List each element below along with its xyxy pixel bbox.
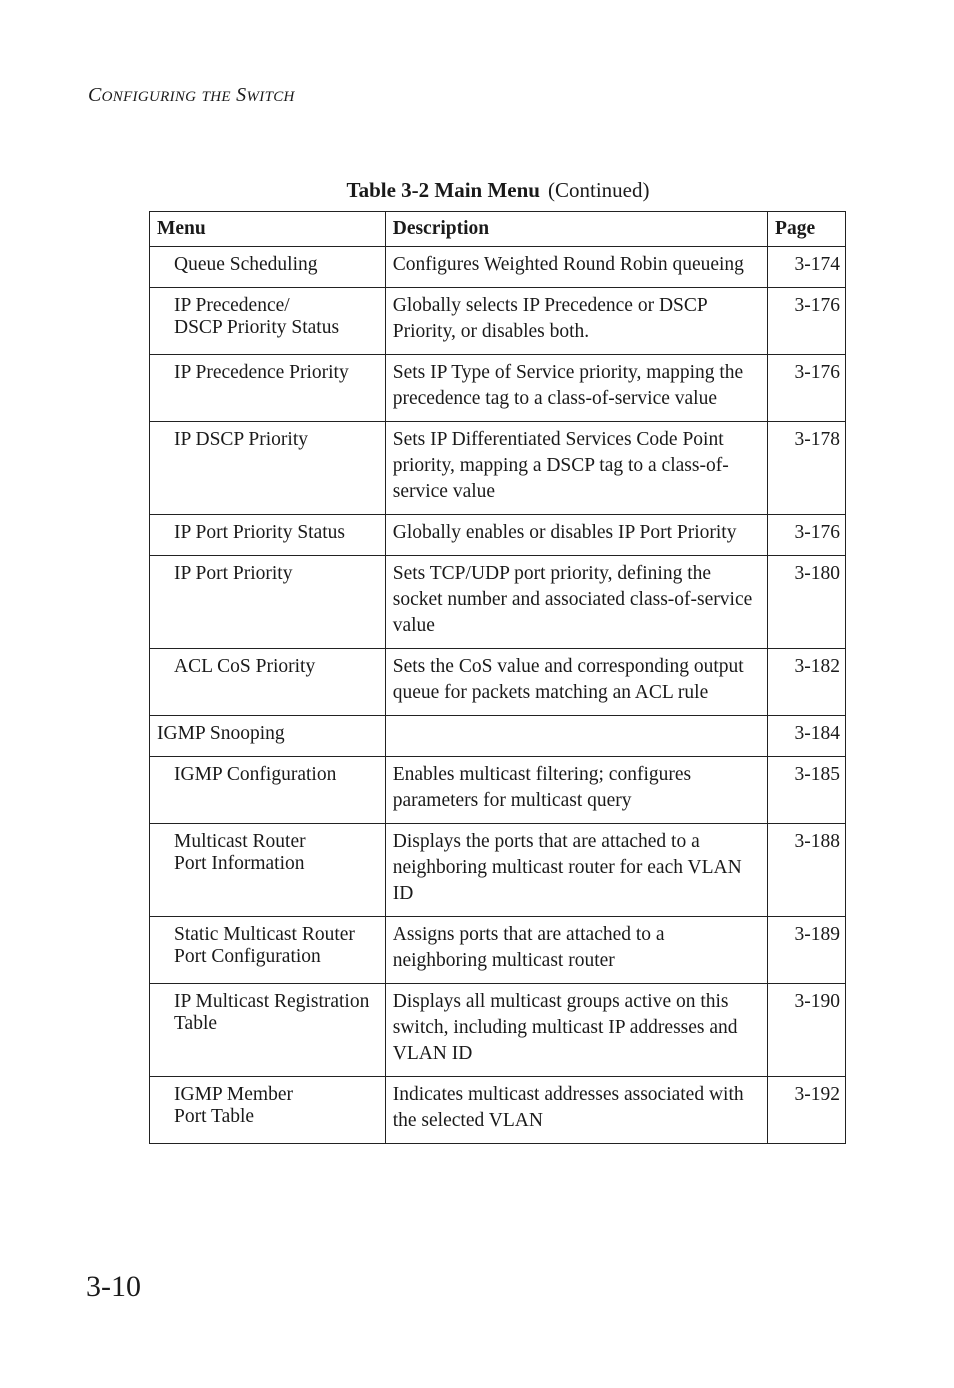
main-menu-table — [149, 211, 846, 1144]
page-cell: 3-188 — [768, 824, 846, 917]
menu-cell — [150, 288, 386, 355]
running-head-onfiguring: ONFIGURING — [101, 89, 197, 105]
header-menu: Menu — [150, 212, 386, 247]
menu-item-line: IP Precedence/ — [174, 295, 290, 316]
table-row — [150, 824, 846, 917]
menu-cell — [150, 247, 386, 288]
description-cell — [385, 716, 767, 757]
table-row — [150, 917, 846, 984]
page-cell: 3-176 — [768, 288, 846, 355]
table-row — [150, 355, 846, 422]
menu-item-line: Port Table — [174, 1106, 255, 1127]
running-head-c: C — [88, 84, 102, 106]
description-cell: Globally selects IP Precedence or DSCP Priority, or disables both. — [385, 288, 767, 355]
description-cell: Sets IP Differentiated Services Code Point priority, mapping a DSCP tag to a class-of-service value — [385, 422, 767, 515]
running-head-the: THE — [201, 89, 231, 105]
description-cell: Sets IP Type of Service priority, mapping the precedence tag to a class-of-service value — [385, 355, 767, 422]
description-cell: Configures Weighted Round Robin queueing — [385, 247, 767, 288]
menu-cell — [150, 716, 386, 757]
menu-item-line: Port Configuration — [174, 946, 321, 967]
page-cell: 3-174 — [768, 247, 846, 288]
menu-item-line: IP Port Priority Status — [174, 522, 346, 543]
page-cell: 3-176 — [768, 515, 846, 556]
menu-cell — [150, 422, 386, 515]
caption-continued: (Continued) — [548, 178, 650, 202]
menu-item-line: IP Port Priority — [174, 563, 293, 584]
table-row — [150, 716, 846, 757]
page-number: 3-10 — [86, 1270, 141, 1303]
table-row — [150, 757, 846, 824]
table-body — [150, 247, 846, 1144]
description-cell: Sets TCP/UDP port priority, defining the socket number and associated class-of-service value — [385, 556, 767, 649]
caption-label: Table 3-2 Main Menu — [346, 178, 540, 202]
menu-item-line: ACL CoS Priority — [174, 656, 316, 677]
page-cell: 3-189 — [768, 917, 846, 984]
description-cell: Displays all multicast groups active on this switch, including multicast IP addresses and VLAN ID — [385, 984, 767, 1077]
page-cell: 3-178 — [768, 422, 846, 515]
menu-cell — [150, 556, 386, 649]
menu-item-line: Static Multicast Router — [174, 924, 355, 945]
menu-cell — [150, 649, 386, 716]
menu-cell — [150, 1077, 386, 1144]
page-cell: 3-176 — [768, 355, 846, 422]
header-description: Description — [385, 212, 767, 247]
page-cell: 3-180 — [768, 556, 846, 649]
header-row — [150, 212, 846, 247]
description-cell: Enables multicast filtering; configures parameters for multicast query — [385, 757, 767, 824]
menu-item-line: IP Precedence Priority — [174, 362, 349, 383]
menu-item-line: IGMP Configuration — [174, 764, 337, 785]
menu-item-line: Table — [174, 1013, 218, 1034]
page-cell: 3-182 — [768, 649, 846, 716]
table-row — [150, 649, 846, 716]
menu-cell — [150, 824, 386, 917]
menu-item-line: Multicast Router — [174, 831, 306, 852]
table-row — [150, 1077, 846, 1144]
menu-cell — [150, 355, 386, 422]
table-row — [150, 556, 846, 649]
table-row — [150, 422, 846, 515]
table-row — [150, 515, 846, 556]
menu-item-line: Port Information — [174, 853, 305, 874]
description-cell: Sets the CoS value and corresponding output queue for packets matching an ACL rule — [385, 649, 767, 716]
menu-item-line: IP DSCP Priority — [174, 429, 309, 450]
menu-item-line: IGMP Member — [174, 1084, 293, 1105]
header-page: Page — [768, 212, 846, 247]
description-cell: Indicates multicast addresses associated with the selected VLAN — [385, 1077, 767, 1144]
menu-item-line: DSCP Priority Status — [174, 317, 340, 338]
menu-cell — [150, 757, 386, 824]
page-cell: 3-185 — [768, 757, 846, 824]
description-cell: Assigns ports that are attached to a neighboring multicast router — [385, 917, 767, 984]
description-cell: Displays the ports that are attached to a neighboring multicast router for each VLAN ID — [385, 824, 767, 917]
menu-cell — [150, 984, 386, 1077]
menu-item-line: IP Multicast Registration — [174, 991, 370, 1012]
menu-cell — [150, 515, 386, 556]
running-head — [88, 84, 295, 107]
running-head-witch: WITCH — [246, 89, 295, 105]
table-row — [150, 984, 846, 1077]
table-row — [150, 288, 846, 355]
page-cell: 3-184 — [768, 716, 846, 757]
menu-item-line: IGMP Snooping — [157, 723, 285, 744]
menu-item-line: Queue Scheduling — [174, 254, 318, 275]
page-cell: 3-190 — [768, 984, 846, 1077]
menu-cell — [150, 917, 386, 984]
table-caption — [150, 178, 846, 203]
table-row — [150, 247, 846, 288]
running-head-s: S — [236, 84, 247, 106]
description-cell: Globally enables or disables IP Port Priority — [385, 515, 767, 556]
page-cell: 3-192 — [768, 1077, 846, 1144]
